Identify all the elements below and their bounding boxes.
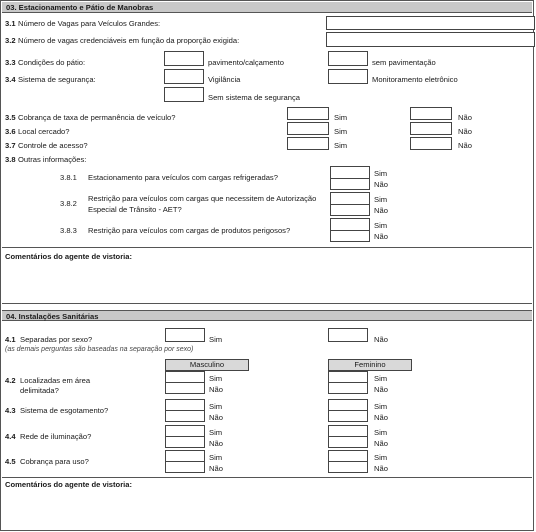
q33-label: Condições do pátio:	[18, 58, 86, 67]
q34-option-surveillance: Vigilância	[208, 75, 241, 84]
q36-yes: Sim	[334, 127, 348, 136]
divider	[2, 247, 532, 248]
q37-number: 3.7	[5, 141, 16, 150]
q35-number: 3.5	[5, 113, 16, 122]
q45-label: Cobrança para uso?	[20, 457, 89, 466]
q34-checkbox-none[interactable]	[164, 87, 204, 102]
q35-no: Não	[458, 113, 472, 122]
q31-input[interactable]	[326, 16, 535, 30]
q42-label-line2: delimitada?	[20, 386, 59, 395]
q381-checkbox-no[interactable]	[330, 178, 370, 190]
q42-male-yes-label: Sim	[209, 374, 223, 383]
q382-checkbox-no[interactable]	[330, 204, 370, 216]
q383-label: Restrição para veículos com cargas de produtos perigosos?	[88, 226, 291, 235]
q45-female-yes-label: Sim	[374, 453, 388, 462]
q381-number: 3.8.1	[60, 173, 77, 182]
q41-checkbox-no[interactable]	[328, 328, 368, 342]
q382-no: Não	[374, 206, 388, 215]
q35-label: Cobrança de taxa de permanência de veículo?	[18, 113, 176, 122]
q32-label: Número de vagas credenciáveis em função da proporção exigida:	[18, 36, 240, 45]
q45-female-no[interactable]	[328, 461, 368, 473]
q31-number: 3.1	[5, 19, 16, 28]
q35-checkbox-yes[interactable]	[287, 107, 329, 120]
q33-option-paved: pavimento/calçamento	[208, 58, 284, 67]
q383-number: 3.8.3	[60, 226, 77, 235]
q34-checkbox-monitoring[interactable]	[328, 69, 368, 84]
q382-yes: Sim	[374, 195, 388, 204]
q45-number: 4.5	[5, 457, 16, 466]
s3-comments-label: Comentários do agente de vistoria:	[5, 252, 133, 261]
q33-number: 3.3	[5, 58, 16, 67]
q42-label-line1: Localizadas em área	[20, 376, 91, 385]
q37-label: Controle de acesso?	[18, 141, 88, 150]
q33-checkbox-unpaved[interactable]	[328, 51, 368, 66]
q42-male-no-label: Não	[209, 385, 223, 394]
q42-female-no-label: Não	[374, 385, 388, 394]
section-04-header: 04. Instalações Sanitárias	[2, 310, 532, 321]
s4-comments-label: Comentários do agente de vistoria:	[5, 480, 133, 489]
q33-checkbox-paved[interactable]	[164, 51, 204, 66]
q38-label: Outras informações:	[18, 155, 87, 164]
q31-label: Número de Vagas para Veículos Grandes:	[18, 19, 161, 28]
q35-checkbox-no[interactable]	[410, 107, 452, 120]
q44-female-no[interactable]	[328, 436, 368, 448]
column-header-female: Feminino	[328, 359, 412, 371]
q43-male-no[interactable]	[165, 410, 205, 422]
s3-comments-area[interactable]	[3, 261, 531, 301]
q44-male-no[interactable]	[165, 436, 205, 448]
q36-label: Local cercado?	[18, 127, 70, 136]
q35-yes: Sim	[334, 113, 348, 122]
q36-no: Não	[458, 127, 472, 136]
q45-male-no[interactable]	[165, 461, 205, 473]
q382-number: 3.8.2	[60, 199, 77, 208]
q32-number: 3.2	[5, 36, 16, 45]
q41-note: (as demais perguntas são baseadas na separação por sexo)	[5, 346, 194, 353]
q37-yes: Sim	[334, 141, 348, 150]
q38-number: 3.8	[5, 155, 16, 164]
q44-label: Rede de iluminação?	[20, 432, 92, 441]
q43-male-yes-label: Sim	[209, 402, 223, 411]
q44-female-no-label: Não	[374, 439, 388, 448]
q34-checkbox-surveillance[interactable]	[164, 69, 204, 84]
q383-checkbox-no[interactable]	[330, 230, 370, 242]
q34-label: Sistema de segurança:	[18, 75, 96, 84]
q37-no: Não	[458, 141, 472, 150]
q44-male-no-label: Não	[209, 439, 223, 448]
q383-yes: Sim	[374, 221, 388, 230]
q36-checkbox-no[interactable]	[410, 122, 452, 135]
q43-number: 4.3	[5, 406, 16, 415]
q41-label: Separadas por sexo?	[20, 335, 93, 344]
q43-female-no[interactable]	[328, 410, 368, 422]
q42-female-no[interactable]	[328, 382, 368, 394]
q382-label-line2: Especial de Trânsito - AET?	[88, 205, 182, 214]
q37-checkbox-yes[interactable]	[287, 137, 329, 150]
q41-number: 4.1	[5, 335, 16, 344]
q44-female-yes-label: Sim	[374, 428, 388, 437]
q33-option-unpaved: sem pavimentação	[372, 58, 436, 67]
q43-male-no-label: Não	[209, 413, 223, 422]
q41-checkbox-yes[interactable]	[165, 328, 205, 342]
q381-label: Estacionamento para veículos com cargas refrigeradas?	[88, 173, 278, 182]
q42-number: 4.2	[5, 376, 16, 385]
column-header-male: Masculino	[165, 359, 249, 371]
q44-number: 4.4	[5, 432, 16, 441]
q36-checkbox-yes[interactable]	[287, 122, 329, 135]
divider	[2, 303, 532, 304]
q34-option-none: Sem sistema de segurança	[208, 93, 301, 102]
q382-label-line1: Restrição para veículos com cargas que necessitem de Autorização	[88, 194, 317, 203]
q42-male-no[interactable]	[165, 382, 205, 394]
q34-number: 3.4	[5, 75, 16, 84]
q383-no: Não	[374, 232, 388, 241]
q43-label: Sistema de esgotamento?	[20, 406, 109, 415]
section-03-header: 03. Estacionamento e Pátio de Manobras	[2, 2, 532, 13]
divider	[2, 477, 532, 478]
q37-checkbox-no[interactable]	[410, 137, 452, 150]
q34-option-monitoring: Monitoramento eletrônico	[372, 75, 458, 84]
q42-female-yes-label: Sim	[374, 374, 388, 383]
q43-female-yes-label: Sim	[374, 402, 388, 411]
q45-male-yes-label: Sim	[209, 453, 223, 462]
q41-no: Não	[374, 335, 388, 344]
q45-male-no-label: Não	[209, 464, 223, 473]
q45-female-no-label: Não	[374, 464, 388, 473]
q36-number: 3.6	[5, 127, 16, 136]
q32-input[interactable]	[326, 32, 535, 47]
q381-no: Não	[374, 180, 388, 189]
q44-male-yes-label: Sim	[209, 428, 223, 437]
q381-yes: Sim	[374, 169, 388, 178]
q43-female-no-label: Não	[374, 413, 388, 422]
q41-yes: Sim	[209, 335, 223, 344]
s4-comments-area[interactable]	[3, 491, 531, 527]
